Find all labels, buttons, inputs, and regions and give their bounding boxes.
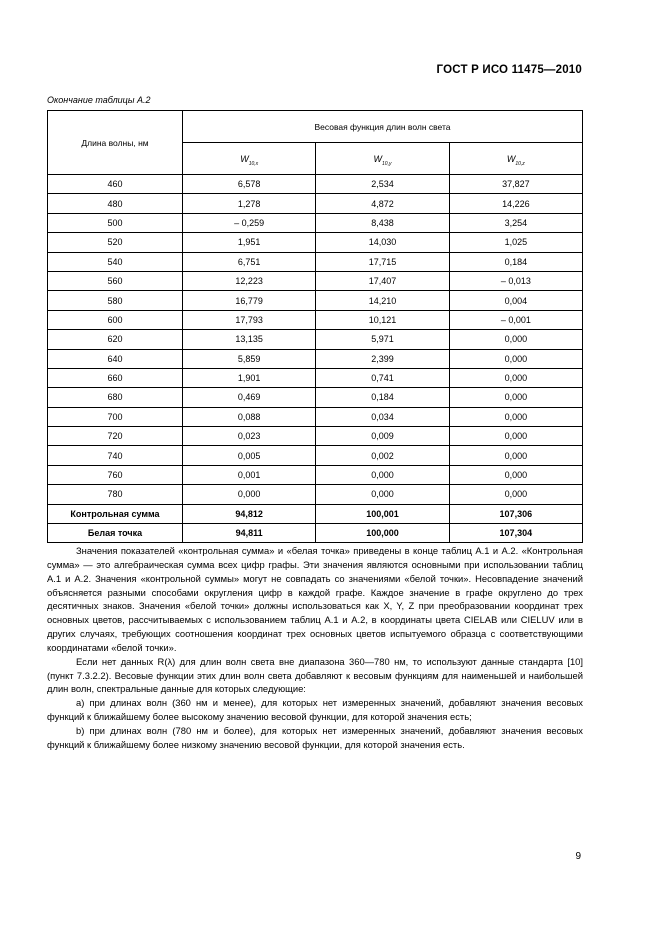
value-cell: 0,023 bbox=[183, 427, 316, 446]
table-row bbox=[48, 465, 583, 484]
body-text bbox=[47, 544, 583, 752]
value-cell: – 0,259 bbox=[183, 213, 316, 232]
header-function-2 bbox=[316, 143, 449, 175]
row-label-cell: 700 bbox=[48, 407, 183, 426]
value-cell: 0,002 bbox=[316, 446, 449, 465]
value-cell: 0,088 bbox=[183, 407, 316, 426]
value-cell: 1,025 bbox=[449, 233, 582, 252]
value-cell: 13,135 bbox=[183, 330, 316, 349]
value-cell: 2,399 bbox=[316, 349, 449, 368]
value-cell: 0,004 bbox=[449, 291, 582, 310]
value-cell: 12,223 bbox=[183, 271, 316, 290]
row-label-cell: 460 bbox=[48, 175, 183, 194]
value-cell: 14,210 bbox=[316, 291, 449, 310]
value-cell: 0,000 bbox=[183, 485, 316, 504]
value-cell: 100,001 bbox=[316, 504, 449, 523]
function-subscript: 10,y bbox=[382, 160, 392, 167]
paragraph: Значения показателей «контрольная сумма» и «белая точка» приведены в конце таблиц А.1 и А.2. «Контрольная сумма» — это алгебраическая сумма всех цифр графы. Эти значения являются основными при использовании таблиц А.1 и А.2. Значения «контрольной суммы» могут не совпадать со значениями «белой точки». Несовпадение значений объясняется разными способами округления цифр в каждой графе. Каждое значение в графе округлено до трех десятичных знаков. Значения «белой точки» должны использоваться как X, Y, Z при преобразовании координат трех основных цветов, рассчитываемых с использованием таблиц А.1 и А.2, в координаты цвета CIELAB или CIELUV или в других случаях, требующих соотношения координат трех основных цветов испытуемого образца с соответствующими координатами «белой точки». bbox=[47, 545, 583, 653]
function-subscript: 10,x bbox=[248, 160, 259, 167]
value-cell: 0,000 bbox=[449, 446, 582, 465]
value-cell: 107,306 bbox=[449, 504, 582, 523]
table-row bbox=[48, 291, 583, 310]
value-cell: 0,000 bbox=[449, 368, 582, 387]
value-cell: 0,000 bbox=[449, 330, 582, 349]
document-header: ГОСТ Р ИСО 11475—2010 bbox=[436, 64, 582, 76]
table-row bbox=[48, 252, 583, 271]
value-cell: 6,578 bbox=[183, 175, 316, 194]
value-cell: 0,001 bbox=[183, 465, 316, 484]
value-cell: 100,000 bbox=[316, 524, 449, 543]
table-row bbox=[48, 233, 583, 252]
value-cell: 0,000 bbox=[449, 465, 582, 484]
header-wavelength: Длина волны, нм bbox=[48, 111, 183, 175]
value-cell: 107,304 bbox=[449, 524, 582, 543]
value-cell: 16,779 bbox=[183, 291, 316, 310]
value-cell: 94,812 bbox=[183, 504, 316, 523]
value-cell: 0,000 bbox=[449, 388, 582, 407]
table-row bbox=[48, 349, 583, 368]
paragraph: Если нет данных R(λ) для длин волн света вне диапазона 360—780 нм, то используют данные стандарта [10] (пункт 7.3.2.2). Весовые функции этих длин волн света добавляют к весовым функциям для наименьшей и наибольшей длин волн, спектральные данные для которых следующие: bbox=[47, 655, 583, 695]
value-cell: 0,000 bbox=[316, 465, 449, 484]
value-cell: 14,030 bbox=[316, 233, 449, 252]
value-cell: 10,121 bbox=[316, 310, 449, 329]
table-row bbox=[48, 213, 583, 232]
row-label-cell: 620 bbox=[48, 330, 183, 349]
row-label-cell: Контрольная сумма bbox=[48, 504, 183, 523]
value-cell: 0,000 bbox=[449, 349, 582, 368]
value-cell: 0,469 bbox=[183, 388, 316, 407]
header-function-1 bbox=[183, 143, 316, 175]
row-label-cell: 760 bbox=[48, 465, 183, 484]
row-label-cell: 500 bbox=[48, 213, 183, 232]
value-cell: 17,715 bbox=[316, 252, 449, 271]
value-cell: 0,034 bbox=[316, 407, 449, 426]
table-caption: Окончание таблицы А.2 bbox=[47, 95, 151, 105]
page-number: 9 bbox=[575, 851, 581, 862]
function-subscript: 10,z bbox=[515, 160, 525, 167]
table-row bbox=[48, 388, 583, 407]
value-cell: 2,534 bbox=[316, 175, 449, 194]
table-row bbox=[48, 330, 583, 349]
row-label-cell: Белая точка bbox=[48, 524, 183, 543]
value-cell: 1,951 bbox=[183, 233, 316, 252]
value-cell: 0,005 bbox=[183, 446, 316, 465]
table-row bbox=[48, 175, 583, 194]
row-label-cell: 580 bbox=[48, 291, 183, 310]
value-cell: 17,793 bbox=[183, 310, 316, 329]
row-label-cell: 660 bbox=[48, 368, 183, 387]
row-label-cell: 540 bbox=[48, 252, 183, 271]
row-label-cell: 640 bbox=[48, 349, 183, 368]
row-label-cell: 720 bbox=[48, 427, 183, 446]
value-cell: 1,901 bbox=[183, 368, 316, 387]
value-cell: 94,811 bbox=[183, 524, 316, 543]
value-cell: 3,254 bbox=[449, 213, 582, 232]
value-cell: 0,000 bbox=[449, 427, 582, 446]
value-cell: 17,407 bbox=[316, 271, 449, 290]
table-row bbox=[48, 407, 583, 426]
row-label-cell: 520 bbox=[48, 233, 183, 252]
value-cell: 8,438 bbox=[316, 213, 449, 232]
paragraph: а) при длинах волн (360 нм и менее), для которых нет измеренных значений, добавляют значения весовых функций к ближайшему более высокому значению весовой функции, для которой значения есть; bbox=[47, 697, 583, 723]
checksum-row bbox=[48, 504, 583, 523]
value-cell: 0,184 bbox=[316, 388, 449, 407]
value-cell: 5,971 bbox=[316, 330, 449, 349]
table-row bbox=[48, 271, 583, 290]
value-cell: 5,859 bbox=[183, 349, 316, 368]
header-function-3 bbox=[449, 143, 582, 175]
value-cell: 4,872 bbox=[316, 194, 449, 213]
function-symbol: W bbox=[506, 153, 516, 164]
row-label-cell: 480 bbox=[48, 194, 183, 213]
value-cell: 0,184 bbox=[449, 252, 582, 271]
value-cell: 0,741 bbox=[316, 368, 449, 387]
paragraph: b) при длинах волн (780 нм и более), для которых нет измеренных значений, добавляют значения весовых функций к ближайшему более низкому значению весовой функции, для которой значения есть. bbox=[47, 724, 583, 750]
function-symbol: W bbox=[240, 153, 249, 164]
header-weighting-function: Весовая функция длин волн света bbox=[183, 111, 583, 143]
value-cell: 0,000 bbox=[316, 485, 449, 504]
value-cell: – 0,001 bbox=[449, 310, 582, 329]
row-label-cell: 680 bbox=[48, 388, 183, 407]
table-row bbox=[48, 427, 583, 446]
value-cell: 6,751 bbox=[183, 252, 316, 271]
value-cell: 0,000 bbox=[449, 407, 582, 426]
value-cell: 37,827 bbox=[449, 175, 582, 194]
white-point-row bbox=[48, 524, 583, 543]
row-label-cell: 560 bbox=[48, 271, 183, 290]
value-cell: 0,000 bbox=[449, 485, 582, 504]
row-label-cell: 780 bbox=[48, 485, 183, 504]
row-label-cell: 740 bbox=[48, 446, 183, 465]
value-cell: 14,226 bbox=[449, 194, 582, 213]
value-cell: – 0,013 bbox=[449, 271, 582, 290]
table-row bbox=[48, 446, 583, 465]
value-cell: 1,278 bbox=[183, 194, 316, 213]
row-label-cell: 600 bbox=[48, 310, 183, 329]
table-row bbox=[48, 194, 583, 213]
table-row bbox=[48, 368, 583, 387]
function-symbol: W bbox=[373, 153, 383, 164]
table-row bbox=[48, 310, 583, 329]
value-cell: 0,009 bbox=[316, 427, 449, 446]
weighting-function-table bbox=[47, 110, 583, 543]
table-row bbox=[48, 485, 583, 504]
